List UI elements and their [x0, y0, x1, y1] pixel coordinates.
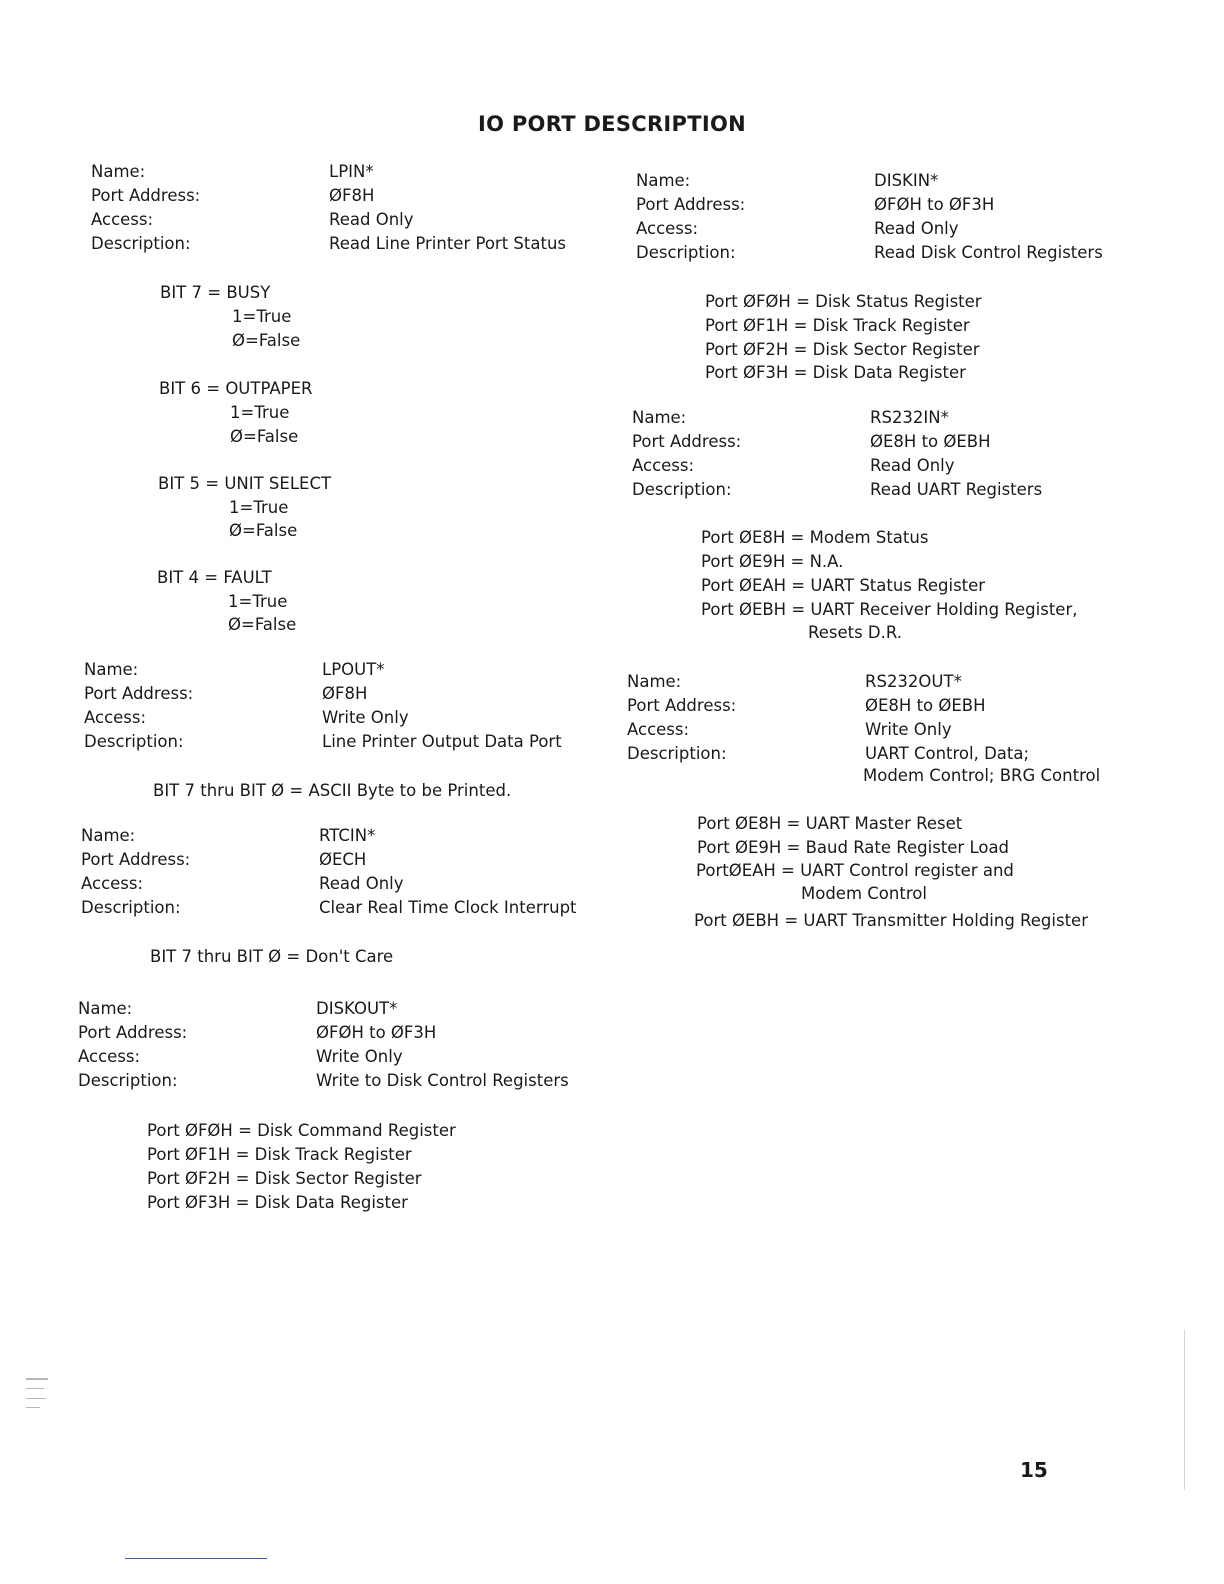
port-address-label: Port Address:	[91, 186, 201, 205]
description-value: Line Printer Output Data Port	[322, 732, 562, 751]
page-number: 15	[1020, 1458, 1048, 1482]
name-row	[91, 162, 571, 186]
description-continuation-row	[627, 768, 1117, 792]
bit-header: BIT 5 = UNIT SELECT	[158, 474, 332, 493]
name-value: LPOUT*	[322, 660, 385, 679]
description-value: Read Disk Control Registers	[874, 243, 1103, 262]
port-address-label: Port Address:	[78, 1023, 188, 1042]
description-continuation: Modem Control; BRG Control	[863, 766, 1101, 785]
bit-true-line: 1=True	[228, 592, 288, 611]
margin-mark	[26, 1388, 44, 1389]
port-address-label: Port Address:	[84, 684, 194, 703]
port-line: Port ØF1H = Disk Track Register	[705, 316, 970, 335]
name-row	[636, 171, 1116, 195]
access-value: Read Only	[329, 210, 414, 229]
access-row	[84, 708, 574, 732]
port-address-value: ØF8H	[329, 186, 375, 205]
footer-rule	[125, 1558, 267, 1559]
port-line: Port ØF3H = Disk Data Register	[147, 1193, 408, 1212]
name-label: Name:	[84, 660, 139, 679]
name-value: RS232OUT*	[865, 672, 962, 691]
access-value: Read Only	[319, 874, 404, 893]
margin-mark	[1184, 1330, 1185, 1490]
access-value: Write Only	[322, 708, 409, 727]
port-address-label: Port Address:	[632, 432, 742, 451]
port-line: Port ØEAH = UART Status Register	[701, 576, 986, 595]
port-line: Port ØE8H = Modem Status	[701, 528, 929, 547]
port-line: Port ØE8H = UART Master Reset	[697, 814, 963, 833]
description-row	[627, 744, 1117, 768]
rs232out-block	[627, 672, 1117, 792]
description-value: Clear Real Time Clock Interrupt	[319, 898, 577, 917]
access-label: Access:	[91, 210, 154, 229]
port-address-value: ØFØH to ØF3H	[874, 195, 995, 214]
access-row	[81, 874, 581, 898]
bit-false-line: Ø=False	[232, 331, 301, 350]
lpout-block	[84, 660, 574, 756]
description-label: Description:	[84, 732, 184, 751]
margin-mark	[26, 1407, 40, 1408]
port-line: Port ØF2H = Disk Sector Register	[705, 340, 980, 359]
port-address-label: Port Address:	[636, 195, 746, 214]
description-label: Description:	[78, 1071, 178, 1090]
access-label: Access:	[632, 456, 695, 475]
bit-true-line: 1=True	[229, 498, 289, 517]
name-value: DISKIN*	[874, 171, 939, 190]
bit-false-line: Ø=False	[228, 615, 297, 634]
port-line: Port ØFØH = Disk Status Register	[705, 292, 982, 311]
port-address-value: ØFØH to ØF3H	[316, 1023, 437, 1042]
access-value: Read Only	[870, 456, 955, 475]
access-row	[627, 720, 1117, 744]
port-address-value: ØF8H	[322, 684, 368, 703]
description-row	[78, 1071, 578, 1095]
port-address-value: ØE8H to ØEBH	[870, 432, 991, 451]
port-line: Port ØEBH = UART Receiver Holding Register,	[701, 600, 1078, 619]
access-label: Access:	[627, 720, 690, 739]
description-label: Description:	[636, 243, 736, 262]
description-row	[91, 234, 571, 258]
port-address-value: ØE8H to ØEBH	[865, 696, 986, 715]
access-row	[91, 210, 571, 234]
bit-header: BIT 6 = OUTPAPER	[159, 379, 313, 398]
margin-mark	[26, 1398, 46, 1399]
name-row	[632, 408, 1112, 432]
description-label: Description:	[81, 898, 181, 917]
description-row	[636, 243, 1116, 267]
port-address-label: Port Address:	[627, 696, 737, 715]
port-address-label: Port Address:	[81, 850, 191, 869]
access-value: Write Only	[316, 1047, 403, 1066]
port-line-continuation: Modem Control	[801, 884, 927, 903]
description-row	[81, 898, 581, 922]
port-line: Port ØF2H = Disk Sector Register	[147, 1169, 422, 1188]
description-row	[632, 480, 1112, 504]
description-label: Description:	[91, 234, 191, 253]
port-address-row	[636, 195, 1116, 219]
port-line: Port ØF3H = Disk Data Register	[705, 363, 966, 382]
port-line: Port ØFØH = Disk Command Register	[147, 1121, 456, 1140]
port-address-row	[81, 850, 581, 874]
bit-true-line: 1=True	[230, 403, 290, 422]
description-value: Read Line Printer Port Status	[329, 234, 567, 253]
port-address-row	[91, 186, 571, 210]
name-label: Name:	[636, 171, 691, 190]
name-label: Name:	[632, 408, 687, 427]
access-row	[636, 219, 1116, 243]
description-label: Description:	[632, 480, 732, 499]
access-value: Read Only	[874, 219, 959, 238]
description-value: UART Control, Data;	[865, 744, 1030, 763]
access-label: Access:	[78, 1047, 141, 1066]
lpin-block	[91, 162, 571, 258]
bit-false-line: Ø=False	[230, 427, 299, 446]
diskout-block	[78, 999, 578, 1095]
description-value: Read UART Registers	[870, 480, 1043, 499]
name-value: RTCIN*	[319, 826, 376, 845]
port-line: Port ØE9H = Baud Rate Register Load	[697, 838, 1010, 857]
port-address-row	[84, 684, 574, 708]
name-label: Name:	[91, 162, 146, 181]
port-address-value: ØECH	[319, 850, 367, 869]
margin-mark	[26, 1378, 48, 1380]
name-value: LPIN*	[329, 162, 374, 181]
bit-header: BIT 4 = FAULT	[157, 568, 272, 587]
name-row	[627, 672, 1117, 696]
port-address-row	[632, 432, 1112, 456]
description-row	[84, 732, 574, 756]
port-address-row	[627, 696, 1117, 720]
lpout-note: BIT 7 thru BIT Ø = ASCII Byte to be Printed.	[153, 781, 512, 800]
access-row	[78, 1047, 578, 1071]
port-line: Port ØF1H = Disk Track Register	[147, 1145, 412, 1164]
port-address-row	[78, 1023, 578, 1047]
access-label: Access:	[81, 874, 144, 893]
access-label: Access:	[636, 219, 699, 238]
name-row	[81, 826, 581, 850]
name-row	[78, 999, 578, 1023]
description-value: Write to Disk Control Registers	[316, 1071, 569, 1090]
rtcin-block	[81, 826, 581, 922]
name-label: Name:	[81, 826, 136, 845]
name-label: Name:	[78, 999, 133, 1018]
bit-header: BIT 7 = BUSY	[160, 283, 271, 302]
description-label: Description:	[627, 744, 727, 763]
page-title: IO PORT DESCRIPTION	[477, 112, 747, 136]
port-line: PortØEAH = UART Control register and	[696, 861, 1014, 880]
port-line: Port ØE9H = N.A.	[701, 552, 844, 571]
rs232in-block	[632, 408, 1112, 504]
rtcin-note: BIT 7 thru BIT Ø = Don't Care	[150, 947, 394, 966]
name-label: Name:	[627, 672, 682, 691]
diskin-block	[636, 171, 1116, 267]
port-line-continuation: Resets D.R.	[808, 623, 903, 642]
access-label: Access:	[84, 708, 147, 727]
access-row	[632, 456, 1112, 480]
name-value: DISKOUT*	[316, 999, 398, 1018]
bit-true-line: 1=True	[232, 307, 292, 326]
name-value: RS232IN*	[870, 408, 949, 427]
access-value: Write Only	[865, 720, 952, 739]
name-row	[84, 660, 574, 684]
bit-false-line: Ø=False	[229, 521, 298, 540]
port-line: Port ØEBH = UART Transmitter Holding Register	[694, 911, 1088, 930]
